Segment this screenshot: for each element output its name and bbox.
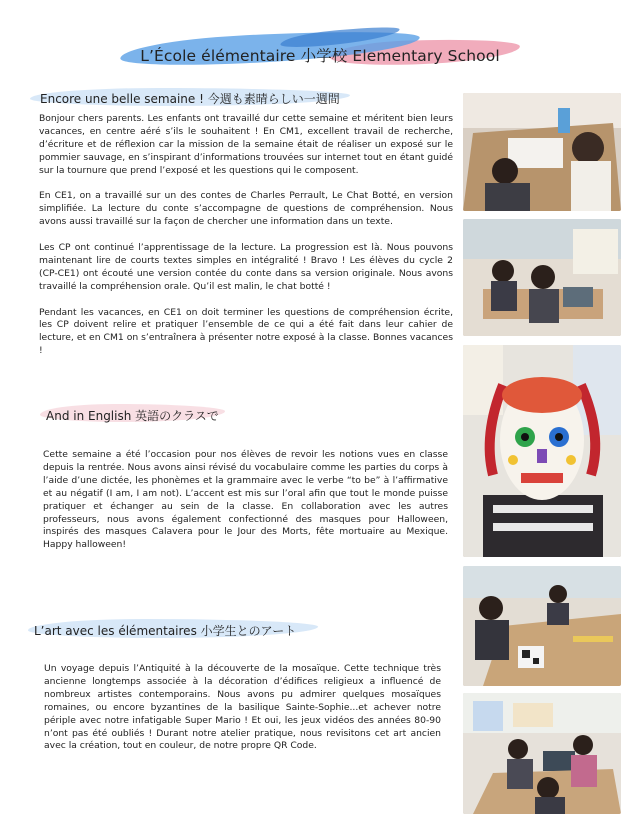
- section1-heading: Encore une belle semaine ! 今週も素晴らしい一週間: [40, 92, 340, 106]
- classroom-photo-2: [463, 219, 621, 336]
- classroom-photo-1: [463, 93, 621, 211]
- halloween-mask-photo: [463, 345, 621, 557]
- section3-heading: L’art avec les élémentaires 小学生とのアート: [34, 624, 297, 638]
- mosaic-workshop-photo-2: [463, 693, 621, 814]
- section1-paragraph-3: Les CP ont continué l’apprentissage de la lecture. La progression est là. Nous pouvons maintenant lire de courts textes simples en intégralité ! Bravo ! Les élèves du cycle 2 (CP-CE1) ont écouté une version contée du conte dans sa version originale. Nous avons travaillé la compréhension orale. Qu’il est malin, le chat botté !: [39, 242, 453, 292]
- section1-body: [39, 113, 453, 371]
- section3-paragraph-1: Un voyage depuis l’Antiquité à la découverte de la mosaïque. Cette technique très ancienne longtemps associée à la décoration d’édifices religieux a influencé de nombreux artistes contemporains. Nous avons pu admirer quelques mosaïques romaines, ou encore byzantines de la basilique Sainte-Sophie...et achever notre périple avec notre infatigable Super Mario ! Et oui, les jeux vidéos des années 80-90 n’ont pas été oubliés ! Durant notre atelier pratique, nous revisitons cet art ancien avec la création, tout en couleur, de notre propre QR Code.: [44, 663, 441, 752]
- section2-heading: And in English 英語のクラスで: [46, 409, 219, 423]
- section1-paragraph-1: Bonjour chers parents. Les enfants ont travaillé dur cette semaine et méritent bien leurs vacances, en centre aéré s’ils le souhaitent ! En CM1, excellent travail de recherche, d’écriture et de réflexion car la mission de la semaine était de réaliser un exposé sur le pommier sauvage, en s’inspirant d’informations trouvées sur internet tout en étant guidé sur la tournure que prend l’exposé et les questions qui le composent.: [39, 113, 453, 176]
- section1-paragraph-4: Pendant les vacances, en CE1 on doit terminer les questions de compréhension écrite, les CP doivent relire et pratiquer l’ensemble de ce qui a été fait dans leur cahier de lecture, et en CM1 on s’entraînera à présenter notre exposé à la classe. Bonnes vacances !: [39, 306, 453, 357]
- section2-body: [43, 449, 448, 565]
- section3-body: [44, 663, 441, 766]
- section1-paragraph-2: En CE1, on a travaillé sur un des contes de Charles Perrault, Le Chat Botté, en version simplifiée. La lecture du conte s’accompagne de questions de compréhension. Nous avons aussi travaillé sur la façon de chercher une information dans un texte.: [39, 190, 453, 228]
- mosaic-workshop-photo-1: [463, 566, 621, 686]
- section2-paragraph-1: Cette semaine a été l’occasion pour nos élèves de revoir les notions vues en classe depuis la rentrée. Nous avons ainsi révisé du vocabulaire comme les parties du corps à l’aide d’une dictée, les phonèmes et la grammaire avec le verbe “to be” à l’affirmative et au négatif (I am, I am not). L’accent est mis sur l’oral afin que tout le monde puisse pratiquer et échanger au sein de la classe. En collaboration avec les autres professeurs, nous avons également confectionné des masques pour Halloween, inspirés des masques Calavera pour le Jour des Morts, fête mortuaire au Mexique. Happy halloween!: [43, 449, 448, 551]
- page-title: L’École élémentaire 小学校 Elementary School: [140, 47, 500, 65]
